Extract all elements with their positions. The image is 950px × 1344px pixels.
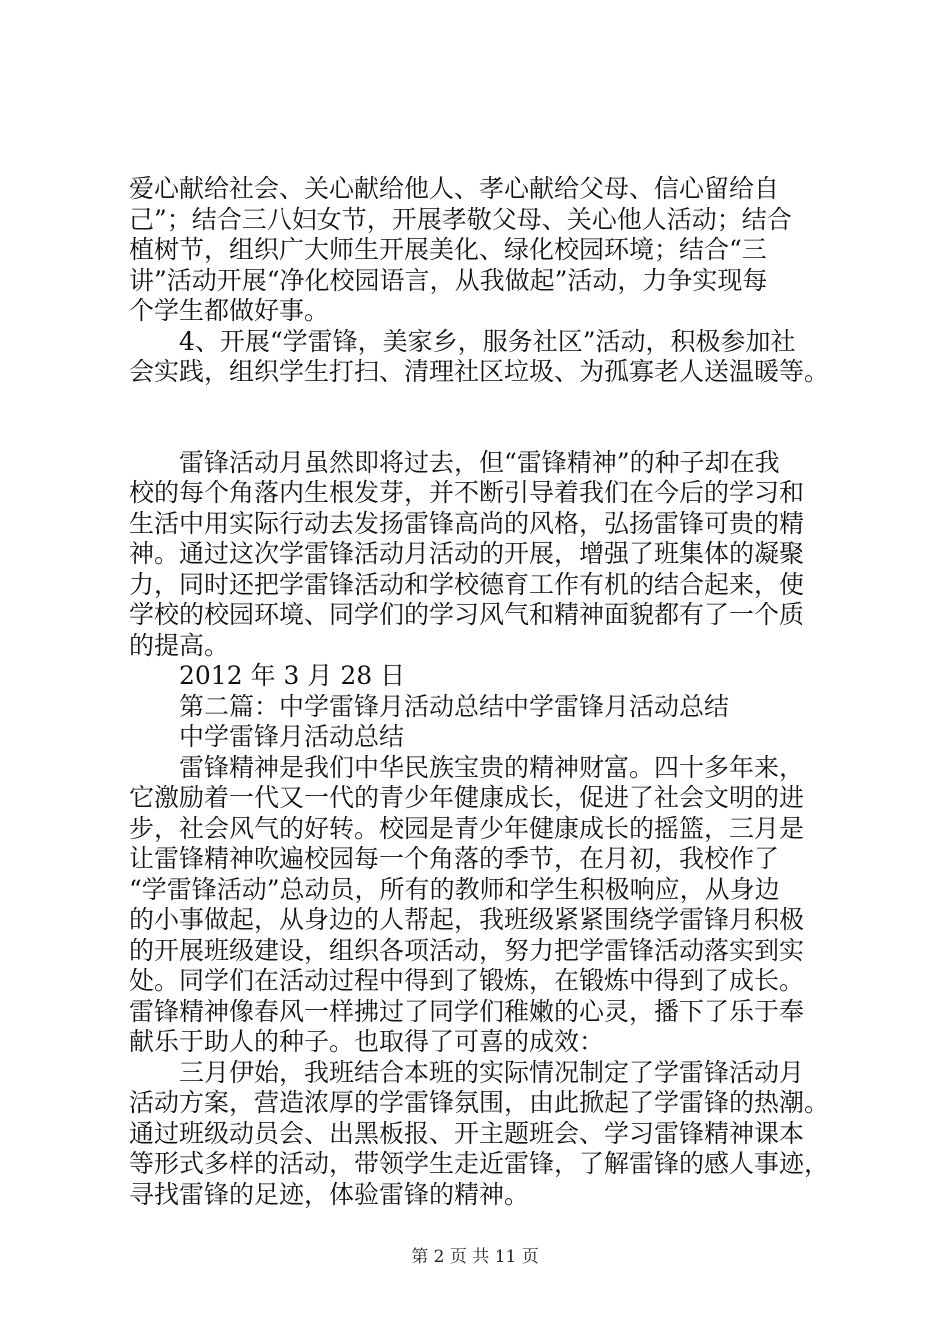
section-subtitle: 中学雷锋月活动总结 bbox=[179, 722, 405, 751]
paragraph-line: 的提高。 bbox=[129, 630, 230, 660]
paragraph-line: 神。通过这次学雷锋活动月活动的开展，增强了班集体的凝聚 bbox=[129, 539, 805, 568]
section-heading: 第二篇：中学雷锋月活动总结中学雷锋月活动总结 bbox=[179, 691, 730, 721]
paragraph-line: 学校的校园环境、同学们的学习风气和精神面貌都有了一个质 bbox=[129, 600, 805, 629]
paragraph-line: 献乐于助人的种子。也取得了可喜的成效： bbox=[129, 1027, 605, 1056]
paragraph-line: 己”；结合三八妇女节，开展孝敬父母、关心他人活动；结合 bbox=[129, 204, 792, 234]
paragraph-5 bbox=[129, 1058, 829, 1211]
paragraph-line: 爱心献给社会、关心献给他人、孝心献给父母、信心留给自 bbox=[129, 174, 780, 203]
paragraph-line: 个学生都做好事。 bbox=[129, 296, 330, 325]
document-date: 2012 年 3 月 28 日 bbox=[179, 661, 406, 690]
paragraph-line: 活动方案，营造浓厚的学雷锋氛围，由此掀起了学雷锋的热潮。 bbox=[129, 1088, 829, 1117]
page-number-footer: 第 2 页 共 11 页 bbox=[411, 1247, 539, 1267]
paragraph-2 bbox=[129, 327, 829, 388]
paragraph-line: 通过班级动员会、出黑板报、开主题班会、学习雷锋精神课本 bbox=[129, 1118, 805, 1148]
paragraph-line: 植树节，组织广大师生开展美化、绿化校园环境；结合“三 bbox=[129, 235, 767, 264]
paragraph-line: 让雷锋精神吹遍校园每一个角落的季节，在月初，我校作了 bbox=[129, 844, 780, 873]
paragraph-line: “学雷锋活动”总动员，所有的教师和学生积极响应，从身边 bbox=[129, 874, 780, 904]
paragraph-line: 雷锋精神像春风一样拂过了同学们稚嫩的心灵，播下了乐于奉 bbox=[129, 996, 805, 1026]
paragraph-line: 讲”活动开展“净化校园语言，从我做起”活动，力争实现每 bbox=[129, 265, 768, 295]
paragraph-line: 三月伊始，我班结合本班的实际情况制定了学雷锋活动月 bbox=[179, 1057, 805, 1087]
paragraph-line: 寻找雷锋的足迹，体验雷锋的精神。 bbox=[129, 1179, 530, 1209]
paragraph-line: 生活中用实际行动去发扬雷锋高尚的风格，弘扬雷锋可贵的精 bbox=[129, 508, 805, 538]
paragraph-line: 雷锋活动月虽然即将过去，但“雷锋精神”的种子却在我 bbox=[179, 447, 780, 477]
paragraph-line: 的小事做起，从身边的人帮起，我班级紧紧围绕学雷锋月积极 bbox=[129, 905, 805, 934]
paragraph-line: 力，同时还把学雷锋活动和学校德育工作有机的结合起来，使 bbox=[129, 569, 805, 599]
paragraph-line: 步，社会风气的好转。校园是青少年健康成长的摇篮，三月是 bbox=[129, 813, 805, 843]
paragraph-line: 4、开展“学雷锋，美家乡，服务社区”活动，积极参加社 bbox=[179, 326, 796, 356]
paragraph-4 bbox=[129, 753, 829, 1058]
paragraph-1 bbox=[129, 174, 829, 327]
paragraph-line: 的开展班级建设，组织各项活动，努力把学雷锋活动落实到实 bbox=[129, 935, 805, 965]
paragraph-line: 它激励着一代又一代的青少年健康成长，促进了社会文明的进 bbox=[129, 783, 805, 812]
paragraph-3 bbox=[129, 448, 829, 662]
paragraph-line: 雷锋精神是我们中华民族宝贵的精神财富。四十多年来， bbox=[179, 752, 805, 782]
paragraph-line: 等形式多样的活动，带领学生走近雷锋，了解雷锋的感人事迹， bbox=[129, 1149, 829, 1178]
paragraph-line: 处。同学们在活动过程中得到了锻炼，在锻炼中得到了成长。 bbox=[129, 966, 805, 995]
paragraph-line: 校的每个角落内生根发芽，并不断引导着我们在今后的学习和 bbox=[129, 478, 805, 507]
document-body bbox=[129, 174, 829, 1210]
paragraph-line: 会实践，组织学生打扫、清理社区垃圾、为孤寡老人送温暖等。 bbox=[129, 357, 829, 386]
paragraph-spacer bbox=[129, 388, 829, 448]
